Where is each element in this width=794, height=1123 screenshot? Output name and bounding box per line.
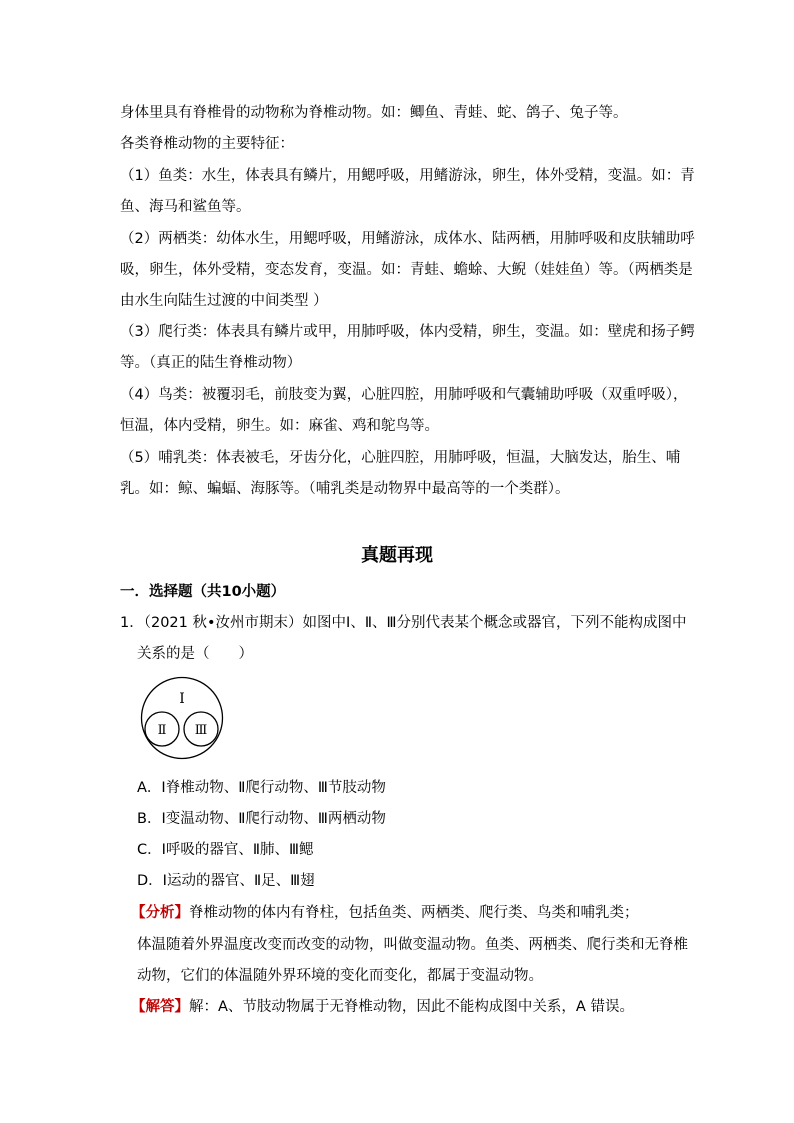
option-c: C．Ⅰ呼吸的器官、Ⅱ肺、Ⅲ鳃 bbox=[137, 842, 314, 858]
label-right: Ⅲ bbox=[194, 723, 208, 738]
label-outer: Ⅰ bbox=[179, 691, 185, 707]
fish-text-line-2: 鱼、海马和鲨鱼等。 bbox=[120, 199, 251, 215]
bird-text-line-1: （4）鸟类：被覆羽毛，前肢变为翼，心脏四腔，用肺呼吸和气囊辅助呼吸（双重呼吸）， bbox=[120, 387, 688, 403]
label-left: Ⅱ bbox=[157, 723, 167, 738]
analysis-line-3: 动物，它们的体温随外界环境的变化而变化，都属于变温动物。 bbox=[137, 968, 543, 984]
question-line-2: 关系的是（ ） bbox=[137, 646, 253, 662]
mammal-text-line-2: 乳。如：鲸、蝙蝠、海豚等。（哺乳类是动物界中最高等的一个类群）。 bbox=[120, 481, 570, 497]
concept-diagram bbox=[140, 676, 224, 760]
analysis-line-1 bbox=[131, 903, 639, 923]
outer-circle bbox=[142, 678, 223, 759]
question-line-1: 1．（2021 秋•汝州市期末）如图中Ⅰ、Ⅱ、Ⅲ分别代表某个概念或器官，下列不能构成图中 bbox=[120, 615, 687, 631]
amphibian-text-line-1: （2）两栖类：幼体水生，用鳃呼吸，用鳍游泳，成体水、陆两栖，用肺呼吸和皮肤辅助呼 bbox=[120, 231, 695, 247]
answer-text-1: 解：A、节肢动物属于无脊椎动物，因此不能构成图中关系，A 错误。 bbox=[189, 999, 634, 1015]
answer-line-1 bbox=[131, 997, 634, 1017]
definition-text: 身体里具有脊椎骨的动物称为脊椎动物。如：鲫鱼、青蛙、蛇、鸽子、兔子等。 bbox=[120, 105, 628, 121]
reptile-text-line-2: 等。（真正的陆生脊椎动物） bbox=[120, 355, 302, 371]
analysis-line-2: 体温随着外界温度改变而改变的动物，叫做变温动物。鱼类、两栖类、爬行类和无脊椎 bbox=[137, 937, 688, 953]
option-d: D．Ⅰ运动的器官、Ⅱ足、Ⅲ翅 bbox=[137, 873, 315, 889]
mammal-text-line-1: （5）哺乳类：体表被毛，牙齿分化，心脏四腔，用肺呼吸，恒温，大脑发达，胎生、哺 bbox=[120, 450, 681, 466]
answer-tag: 【解答】 bbox=[131, 999, 189, 1015]
amphibian-text-line-2: 吸，卵生，体外受精，变态发育，变温。如：青蛙、蟾蜍、大鲵（娃娃鱼）等。（两栖类是 bbox=[120, 262, 693, 278]
reptile-text-line-1: （3）爬行类：体表具有鳞片或甲，用肺呼吸，体内受精，卵生，变温。如：壁虎和扬子鳄 bbox=[120, 324, 695, 340]
analysis-text-1: 脊椎动物的体内有脊柱，包括鱼类、两栖类、爬行类、鸟类和哺乳类； bbox=[189, 905, 639, 921]
option-b: B．Ⅰ变温动物、Ⅱ爬行动物、Ⅲ两栖动物 bbox=[137, 811, 386, 827]
amphibian-text-line-3: 由水生向陆生过渡的中间类型 ） bbox=[120, 293, 328, 309]
option-a: A．Ⅰ脊椎动物、Ⅱ爬行动物、Ⅲ节肢动物 bbox=[137, 780, 386, 796]
section-title: 真题再现 bbox=[361, 545, 433, 566]
bird-text-line-2: 恒温，体内受精，卵生。如：麻雀、鸡和鸵鸟等。 bbox=[120, 418, 439, 434]
fish-text-line-1: （1）鱼类：水生，体表具有鳞片，用鳃呼吸，用鳍游泳，卵生，体外受精，变温。如：青 bbox=[120, 168, 695, 184]
section-label: 一．选择题（共10小题） bbox=[120, 584, 286, 600]
features-heading: 各类脊椎动物的主要特征： bbox=[120, 136, 294, 152]
analysis-tag: 【分析】 bbox=[131, 905, 189, 921]
